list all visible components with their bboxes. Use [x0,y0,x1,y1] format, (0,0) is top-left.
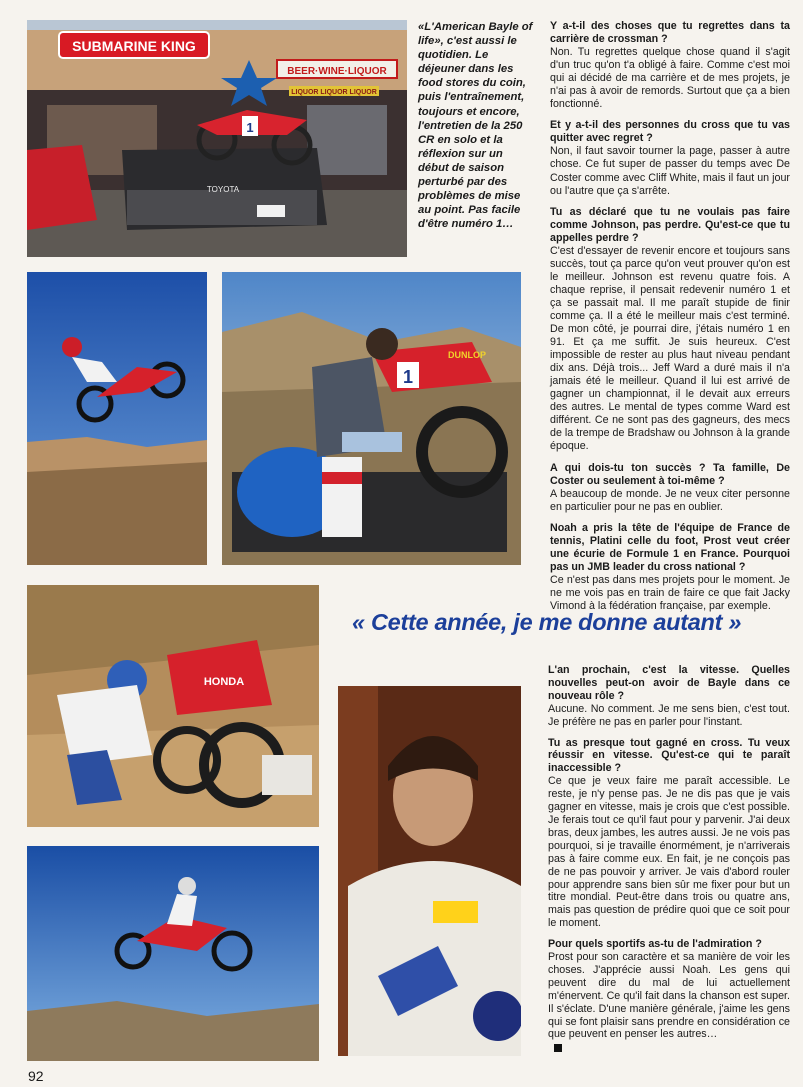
truck-brand: TOYOTA [206,185,240,194]
answer: Non, il faut savoir tourner la page, passer à autre chose. Ce fut super de passer du temps avec De Coster comme avec Cliff White, mais il faut un jour ou l'autre que ça s'arrête. [550,145,790,197]
qa-block [550,20,790,111]
photo-caption: «L'American Bayle of life», c'est aussi le quotidien. Le déjeuner dans les food stores du coin, puis l'entraînement, toujours et encore, l'entretien de la 250 CR en solo et la réflexion sur un début de saison perturbé par des problèmes de mise au point. Pas facile d'être numéro 1… [418,21,533,231]
store-bike-number: 1 [246,120,254,135]
qa-block [550,206,790,454]
photo-store-truck [27,20,407,257]
answer: Non. Tu regrettes quelque chose quand il s'agit d'un truc qu'on t'a obligé à faire. Comme c'est moi qui ai décidé de ma carrière et de mes projets, je n'ai pas à avoir de remords. Surtout que ça a bien fonctionné. [550,46,790,111]
beer-sign: BEER·WINE·LIQUOR [287,66,387,77]
question: Tu as déclaré que tu ne voulais pas faire comme Johnson, pas perdre. Qu'est-ce que tu appelles perdre ? [550,205,790,244]
store-sign: SUBMARINE KING [72,38,196,54]
qa-block [550,462,790,514]
answer: Aucune. No comment. Je me sens bien, c'est tout. Je préfère ne pas en parler pour l'instant. [548,702,790,728]
qa-block [548,664,790,729]
question: L'an prochain, c'est la vitesse. Quelles nouvelles peut-on avoir de Bayle dans ce nouveau rôle ? [548,664,790,702]
interview-column-bottom [548,664,790,1062]
question: Pour quels sportifs as-tu de l'admiration ? [548,938,762,951]
photo-jump-desert [27,272,207,565]
photo-jump-sky [27,846,319,1061]
pull-quote: « Cette année, je me donne autant » [352,609,742,635]
tire-brand: DUNLOP [448,350,486,360]
qa-block [548,737,790,931]
question: Noah a pris la tête de l'équipe de France de tennis, Platini celle du foot, Prost veut créer une écurie de Formule 1 en France. Pourquoi pas un JMB leader du cross national ? [550,521,790,573]
answer: Ce n'est pas dans mes projets pour le moment. Je ne me vois pas en train de faire ce que fait Jacky Vimond à la fédération française, par exemple. [550,573,790,612]
answer: C'est d'essayer de revenir encore et toujours sans succès, tout ça parce qu'on veut prouver qu'on est le meilleur. Johnson est revenu quatre fois. A chaque reprise, il pensait redevenir numéro 1 et ça se passait mal. Il me paraît stupide de finir comme ça. Il a été le meilleur mais c'est terminé. De mon côté, je pourrai dire, j'étais numéro 1 en 91. Et ça me suffit. Je suis heureux. C'est impossible de rester au plus haut niveau pendant dix ans. Déjà trois... Jeff Ward a duré mais il n'a jamais été le meilleur. Quand il lui est arrivé de gagner un championnat, il le devait aux erreurs des autres. Le mental de types comme Ward est différent. Ce ne sont pas des gagneurs, des mecs de la trempe de Bradshaw ou Johnson à la grande époque. [550,244,790,453]
question: Y a-t-il des choses que tu regrettes dans ta carrière de crossman ? [550,20,790,46]
question: Et y a-t-il des personnes du cross que tu vas quitter avec regret ? [550,119,790,145]
page-number: 92 [28,1068,44,1084]
qa-block [548,938,790,1054]
end-mark-icon [554,1044,562,1052]
interview-column-top [550,20,790,621]
qa-block [550,119,790,197]
fender-brand: HONDA [203,676,245,688]
answer: A beaucoup de monde. Je ne veux citer personne en particulier pour ne pas en oublier. [550,487,790,513]
answer: Ce que je veux faire me paraît accessible. Le reste, je n'y pense pas. Je ne dis pas que je vais gagner en vitesse, mais je crois que c'est possible. Je ferais tout ce qu'il faut pour y parvenir. J'ai deux bras, deux jambes, les autres aussi. Je ne vois pas pourquoi, si je travaille énormément, je n'arriverais pas à faire comme eux. En fait, je ne conçois pas de ne pas pouvoir y arriver. Je vais d'abord rouler pour apprendre sans bien sûr me fixer pour but un titre mondial. Peut-être dans trois ou quatre ans, mais pas question de prédire quoi que ce soit pour le moment. [548,775,790,930]
answer: Prost pour son caractère et sa manière de voir les choses. J'apprécie aussi Noah. Les gens qui peuvent dire du mal de lui actuellement m'énervent. Ce qu'il fait dans la chanson est super. Il s'éclate. D'une manière générale, j'aime les gens qui se font plaisir sans prendre en considération ce que peuvent en penser les autres… [548,951,790,1041]
photo-rider-truck [222,272,521,565]
truck-bike-number: 1 [402,367,414,387]
question: Tu as presque tout gagné en cross. Tu veux réussir en vitesse. Qu'est-ce qui te paraît inaccessible ? [548,736,790,775]
photo-bike-maintenance [27,585,319,827]
question: A qui dois-tu ton succès ? Ta famille, De Coster ou seulement à toi-même ? [550,461,790,487]
photo-portrait [338,686,521,1056]
qa-block [550,522,790,613]
liquor-strip: LIQUOR LIQUOR LIQUOR [291,89,377,96]
